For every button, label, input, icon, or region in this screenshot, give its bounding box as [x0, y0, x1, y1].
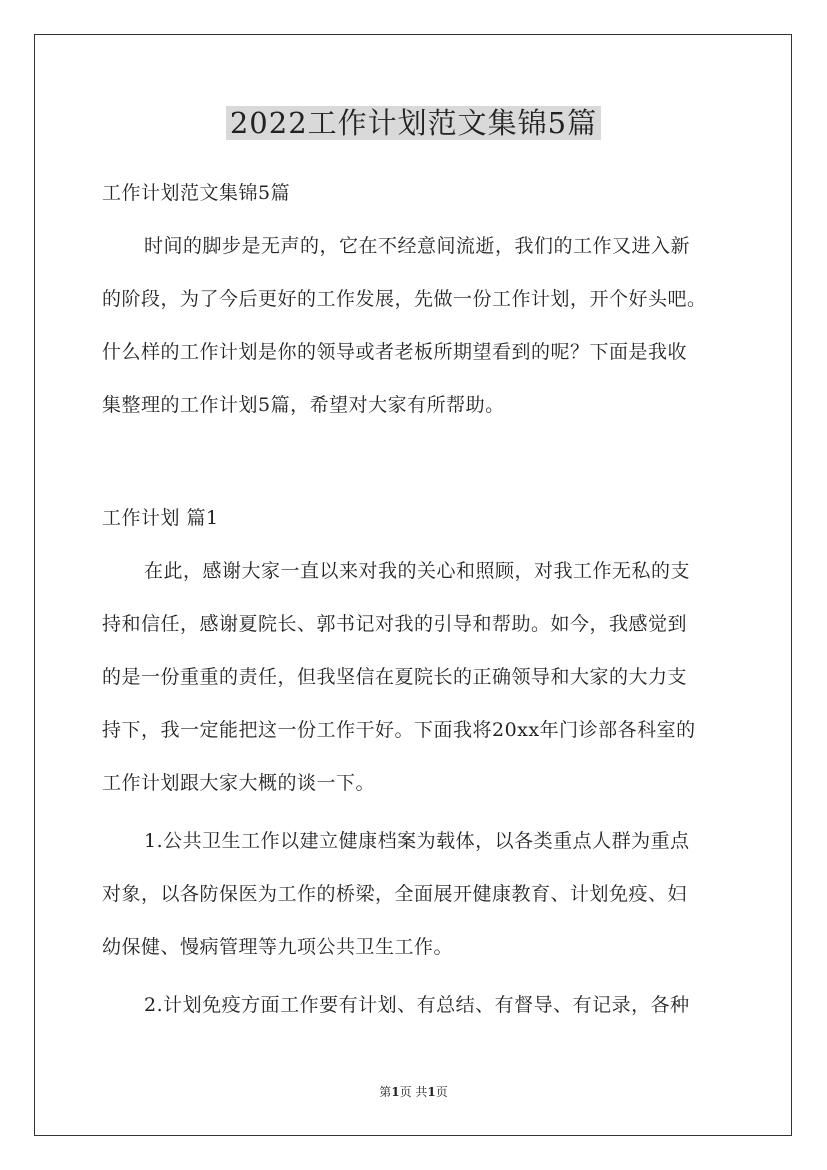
subtitle: 工作计划范文集锦5篇 [102, 182, 291, 204]
intro-line: 的阶段，为了今后更好的工作发展，先做一份工作计划，开个好头吧。 [102, 288, 707, 310]
list-item-line: 1.公共卫生工作以建立健康档案为载体，以各类重点人群为重点 [144, 830, 690, 852]
paragraph-line: 工作计划跟大家大概的谈一下。 [102, 772, 376, 794]
footer-total-pages: 1 [427, 1085, 436, 1099]
paragraph-line: 持和信任，感谢夏院长、郭书记对我的引导和帮助。如今，我感觉到 [102, 613, 688, 635]
section-heading: 工作计划 篇1 [102, 507, 219, 529]
footer-total-suffix: 页 [435, 1085, 448, 1099]
paragraph-line: 在此，感谢大家一直以来对我的关心和照顾，对我工作无私的支 [144, 560, 691, 582]
footer-page-number: 1 [391, 1085, 400, 1099]
intro-line: 集整理的工作计划5篇，希望对大家有所帮助。 [102, 394, 505, 416]
list-item-line: 幼保健、慢病管理等九项公共卫生工作。 [102, 936, 454, 958]
list-item-line: 2.计划免疫方面工作要有计划、有总结、有督导、有记录，各种 [144, 994, 690, 1016]
paragraph-line: 的是一份重重的责任，但我坚信在夏院长的正确领导和大家的大力支 [102, 666, 688, 688]
document-title-text: 2022工作计划范文集锦5篇 [226, 106, 601, 140]
paragraph-line: 持下，我一定能把这一份工作干好。下面我将20xx年门诊部各科室的 [102, 719, 696, 741]
intro-line: 什么样的工作计划是你的领导或者老板所期望看到的呢？下面是我收 [102, 341, 688, 363]
footer-page-suffix: 页 共 [399, 1085, 428, 1099]
page-footer [0, 1083, 827, 1101]
intro-line: 时间的脚步是无声的，它在不经意间流逝，我们的工作又进入新 [144, 235, 691, 257]
footer-page-prefix: 第 [379, 1085, 392, 1099]
document-title [0, 100, 827, 146]
list-item-line: 对象，以各防保医为工作的桥梁，全面展开健康教育、计划免疫、妇 [102, 883, 688, 905]
